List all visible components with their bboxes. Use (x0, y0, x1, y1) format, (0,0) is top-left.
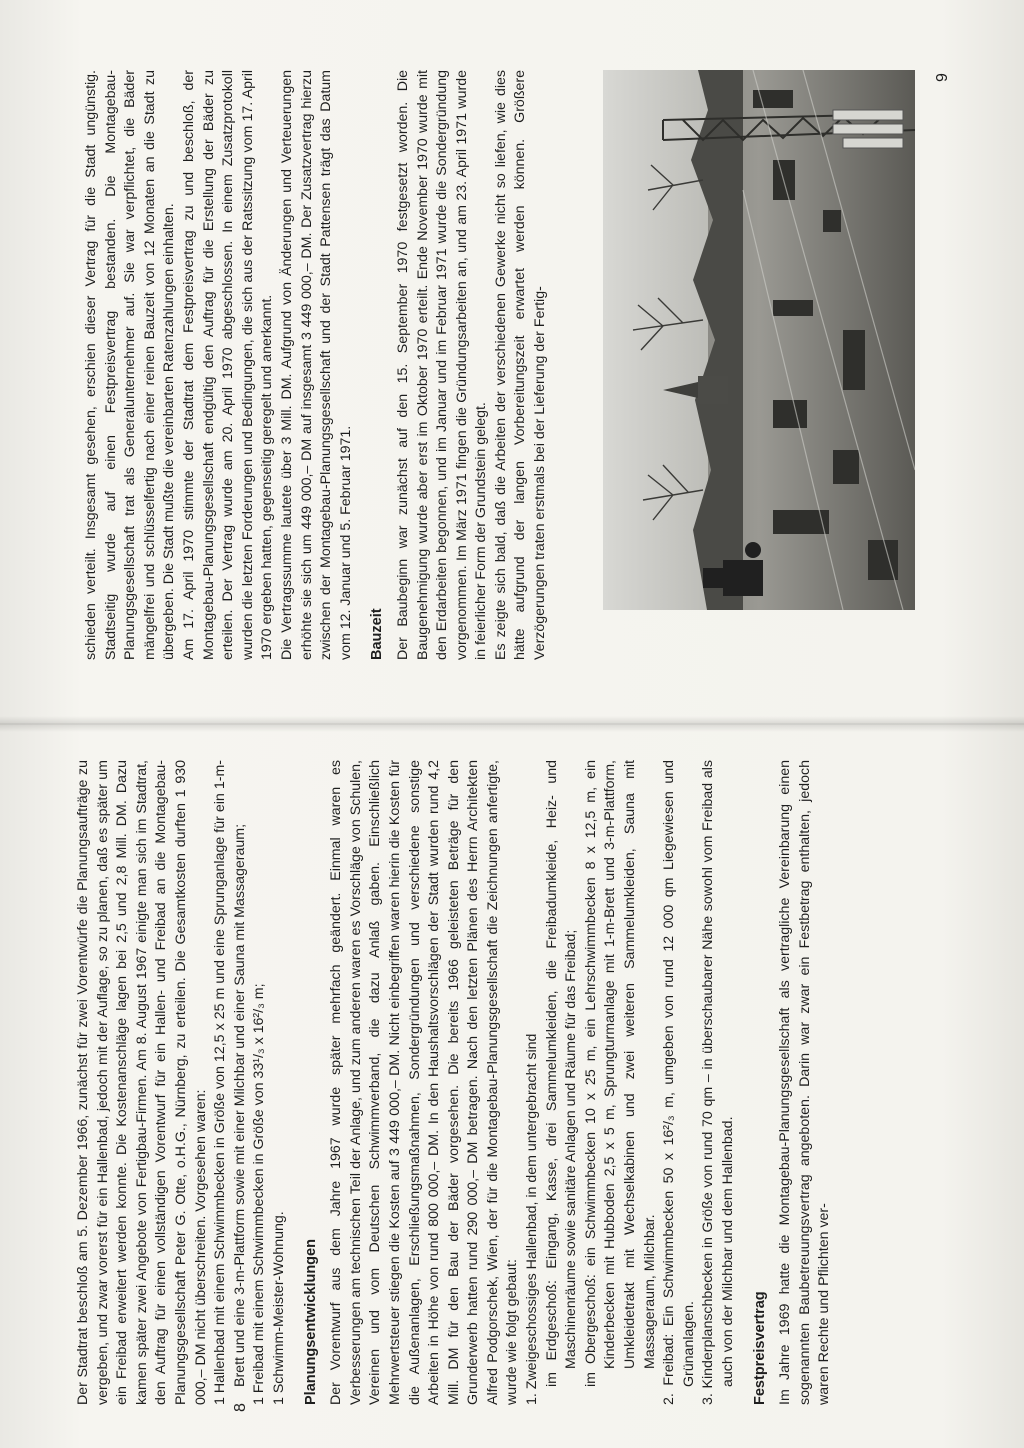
paragraph: Der Baubeginn war zunächst auf den 15. September 1970 festgesetzt worden. Die Baugenehmigung wurde aber erst im Oktober 1970 erteilt. Ende November 1970 wurde mit den Erdarbeiten begonnen, und im Januar und im Februar 1971 wurde die Sondergründung vorgenommen. Im März 1971 fingen die Gründungsarbeiten an, und am 23. April 1971 wurde in feierlicher Form der Grundstein gelegt. (394, 70, 490, 660)
intro-paragraph: Der Stadtrat beschloß am 5. Dezember 1966, zunächst für zwei Vorentwürfe die Planungsaufträge zu vergeben, und zwar vorerst für ein Hallenbad, jedoch mit der Auflage, so zu planen, daß es später um ein Freibad erweitert werden konnte. Die Kostenanschläge lagen bei 2,5 und 2,8 Mill. DM. Dazu kamen später zwei Angebote von Fertigbau-Firmen. Am 8. August 1967 einigte man sich im Stadtrat, den Auftrag für einen vollständigen Vorentwurf für ein Hallen- und Freibad an die Montagebau-Planungsgesellschaft Peter G. Otte, o.H.G., Nürnberg, zu erteilen. Die Gesamtkosten durften 1 930 000,– DM nicht überschreiten. Vorgesehen waren: (75, 760, 209, 1405)
contract-paragraph: Im Jahre 1969 hatte die Montagebau-Planungsgesellschaft als vertragliche Vereinbarung einen sogenannten Baubetreuungsvertrag angeboten. Darin war zwar ein Festbetrag enthalten, jedoch waren Rechte und Pflichten ver- (777, 760, 833, 1405)
paragraph: Die Vertragssumme lautete über 3 Mill. DM. Aufgrund von Änderungen und Verteuerungen erhöhte sie sich um 449 000,– DM auf insgesamt 3 449 000,– DM. Der Zusatzvertrag hierzu zwischen der Montagebau-Planungsgesellschaft und der Stadt Pattensen trägt das Datum vom 12. Januar und 5. Februar 1971. (278, 70, 354, 660)
left-page-text (74, 760, 835, 1405)
list-item: 1 Hallenbad mit einem Schwimmbecken in Größe von 12,5 x 25 m und eine Sprunganlage für ein 1-m-Brett und eine 3-m-Plattform sowie mit einer Milchbar und einer Sauna mit Massageraum; (212, 760, 248, 1405)
paragraph: Am 17. April 1970 stimmte der Stadtrat dem Festpreisvertrag zu und beschloß, der Montagebau-Planungsgesellschaft endgültig den Auftrag für die Erstellung der Bäder zu erteilen. Der Vertrag wurde am 20. April 1970 abgeschlossen. In einem Zusatzprotokoll wurden die letzten Forderungen und Bedingungen, die sich aus der Ratssitzung vom 17. April 1970 ergeben hatten, gegenseitig geregelt und anerkannt. (180, 70, 276, 660)
construction-site-photo (603, 70, 915, 610)
build-list (523, 760, 739, 1405)
section-heading-festpreisvertrag: Festpreisvertrag (751, 1291, 768, 1405)
page-number: 9 (934, 73, 951, 82)
section-heading-bauzeit: Bauzeit (369, 608, 386, 660)
list-item: 3. Kinderplanschbecken in Größe von rund 70 qm – in überschaubarer Nähe sowohl vom Freibad als auch von der Milchbar und dem Hallenbad. (700, 760, 736, 1405)
page-fold (0, 716, 1024, 732)
list-item: 2. Freibad: Ein Schwimmbecken 50 x 16²/₃ m, umgeben von rund 12 000 qm Liegewiesen und Grünanlagen. (661, 760, 697, 1405)
list-item: im Obergeschoß: ein Schwimmbecken 10 x 25 m, ein Lehrschwimmbecken 8 x 12,5 m, ein Kinderbecken mit Hubboden 2,5 x 5 m, Sprungturmanlage mit 1-m-Brett und 3-m-Plattform, Umkleidetrakt mit Wechselkabinen und zwei weiteren Sammelumkleiden, Sauna mit Massageraum, Milchbar. (582, 760, 658, 1387)
section-heading-planungsentwicklungen: Planungsentwicklungen (302, 1239, 319, 1405)
intro-list (211, 760, 289, 1405)
list-item: im Erdgeschoß: Eingang, Kasse, drei Sammelumkleiden, die Freibadumkleide, Heiz- und Maschinenräume sowie sanitäre Anlagen und Räume für das Freibad; (543, 760, 580, 1387)
list-item: 1. Zweigeschossiges Hallenbad, in dem untergebracht sind (524, 1033, 541, 1405)
list-item: 1 Schwimm-Meister-Wohnung. (270, 1211, 287, 1405)
planning-paragraph: Der Vorentwurf aus dem Jahre 1967 wurde später mehrfach geändert. Einmal waren es Verbesserungen am technischen Teil der Anlage, und zum anderen waren es Vorschläge von Schulen, Vereinen und vom Deutschen Schwimmverband, die dazu Anlaß gaben. Einschließlich Mehrwertsteuer stiegen die Kosten auf 3 449 000,– DM. Nicht einbegriffen waren hierin die Kosten für die Außenanlagen, Erschließungsmaßnahmen, Sondergründungen und verschiedene sonstige Arbeiten in Höhe von rund 800 000,– DM. In den Haushaltsvorschlägen der Stadt wurden rund 4,2 Mill. DM für den Bau der Bäder vorgesehen. Die bereits 1966 geleisteten Beträge für den Grunderwerb hatten rund 290 000,– DM betragen. Nach den letzten Plänen des Herrn Architekten Alfred Podgorschek, Wien, der für die Montagebau-Planungsgesellschaft die Zeichnungen anfertigte, wurde wie folgt gebaut: (328, 760, 521, 1405)
list-item: 1 Freibad mit einem Schwimmbecken in Größe von 33¹/₃ x 16²/₃ m; (251, 983, 268, 1405)
paragraph: Es zeigte sich bald, daß die Arbeiten der verschiedenen Gewerke nicht so liefen, wie dies hätte aufgrund der langen Vorbereitungszeit erwartet werden können. Größere Verzögerungen traten erstmals bei der Lieferung der Fertig- (492, 70, 549, 660)
page-number: 8 (232, 1403, 249, 1412)
paragraph: schieden verteilt. Insgesamt gesehen, erschien dieser Vertrag für die Stadt ungünstig. Stadtseitig wurde auf einen Festpreisvertrag bestanden. Die Montagebau-Planungsgesellschaft trat als Generalunternehmer auf. Sie war verpflichtet, die Bäder mängelfrei und schlüsselfertig nach einer reinen Bauzeit von 12 Monaten an die Stadt zu übergeben. Die Stadt mußte die vereinbarten Ratenzahlungen einhalten. (83, 70, 178, 660)
right-page-text (82, 70, 551, 660)
